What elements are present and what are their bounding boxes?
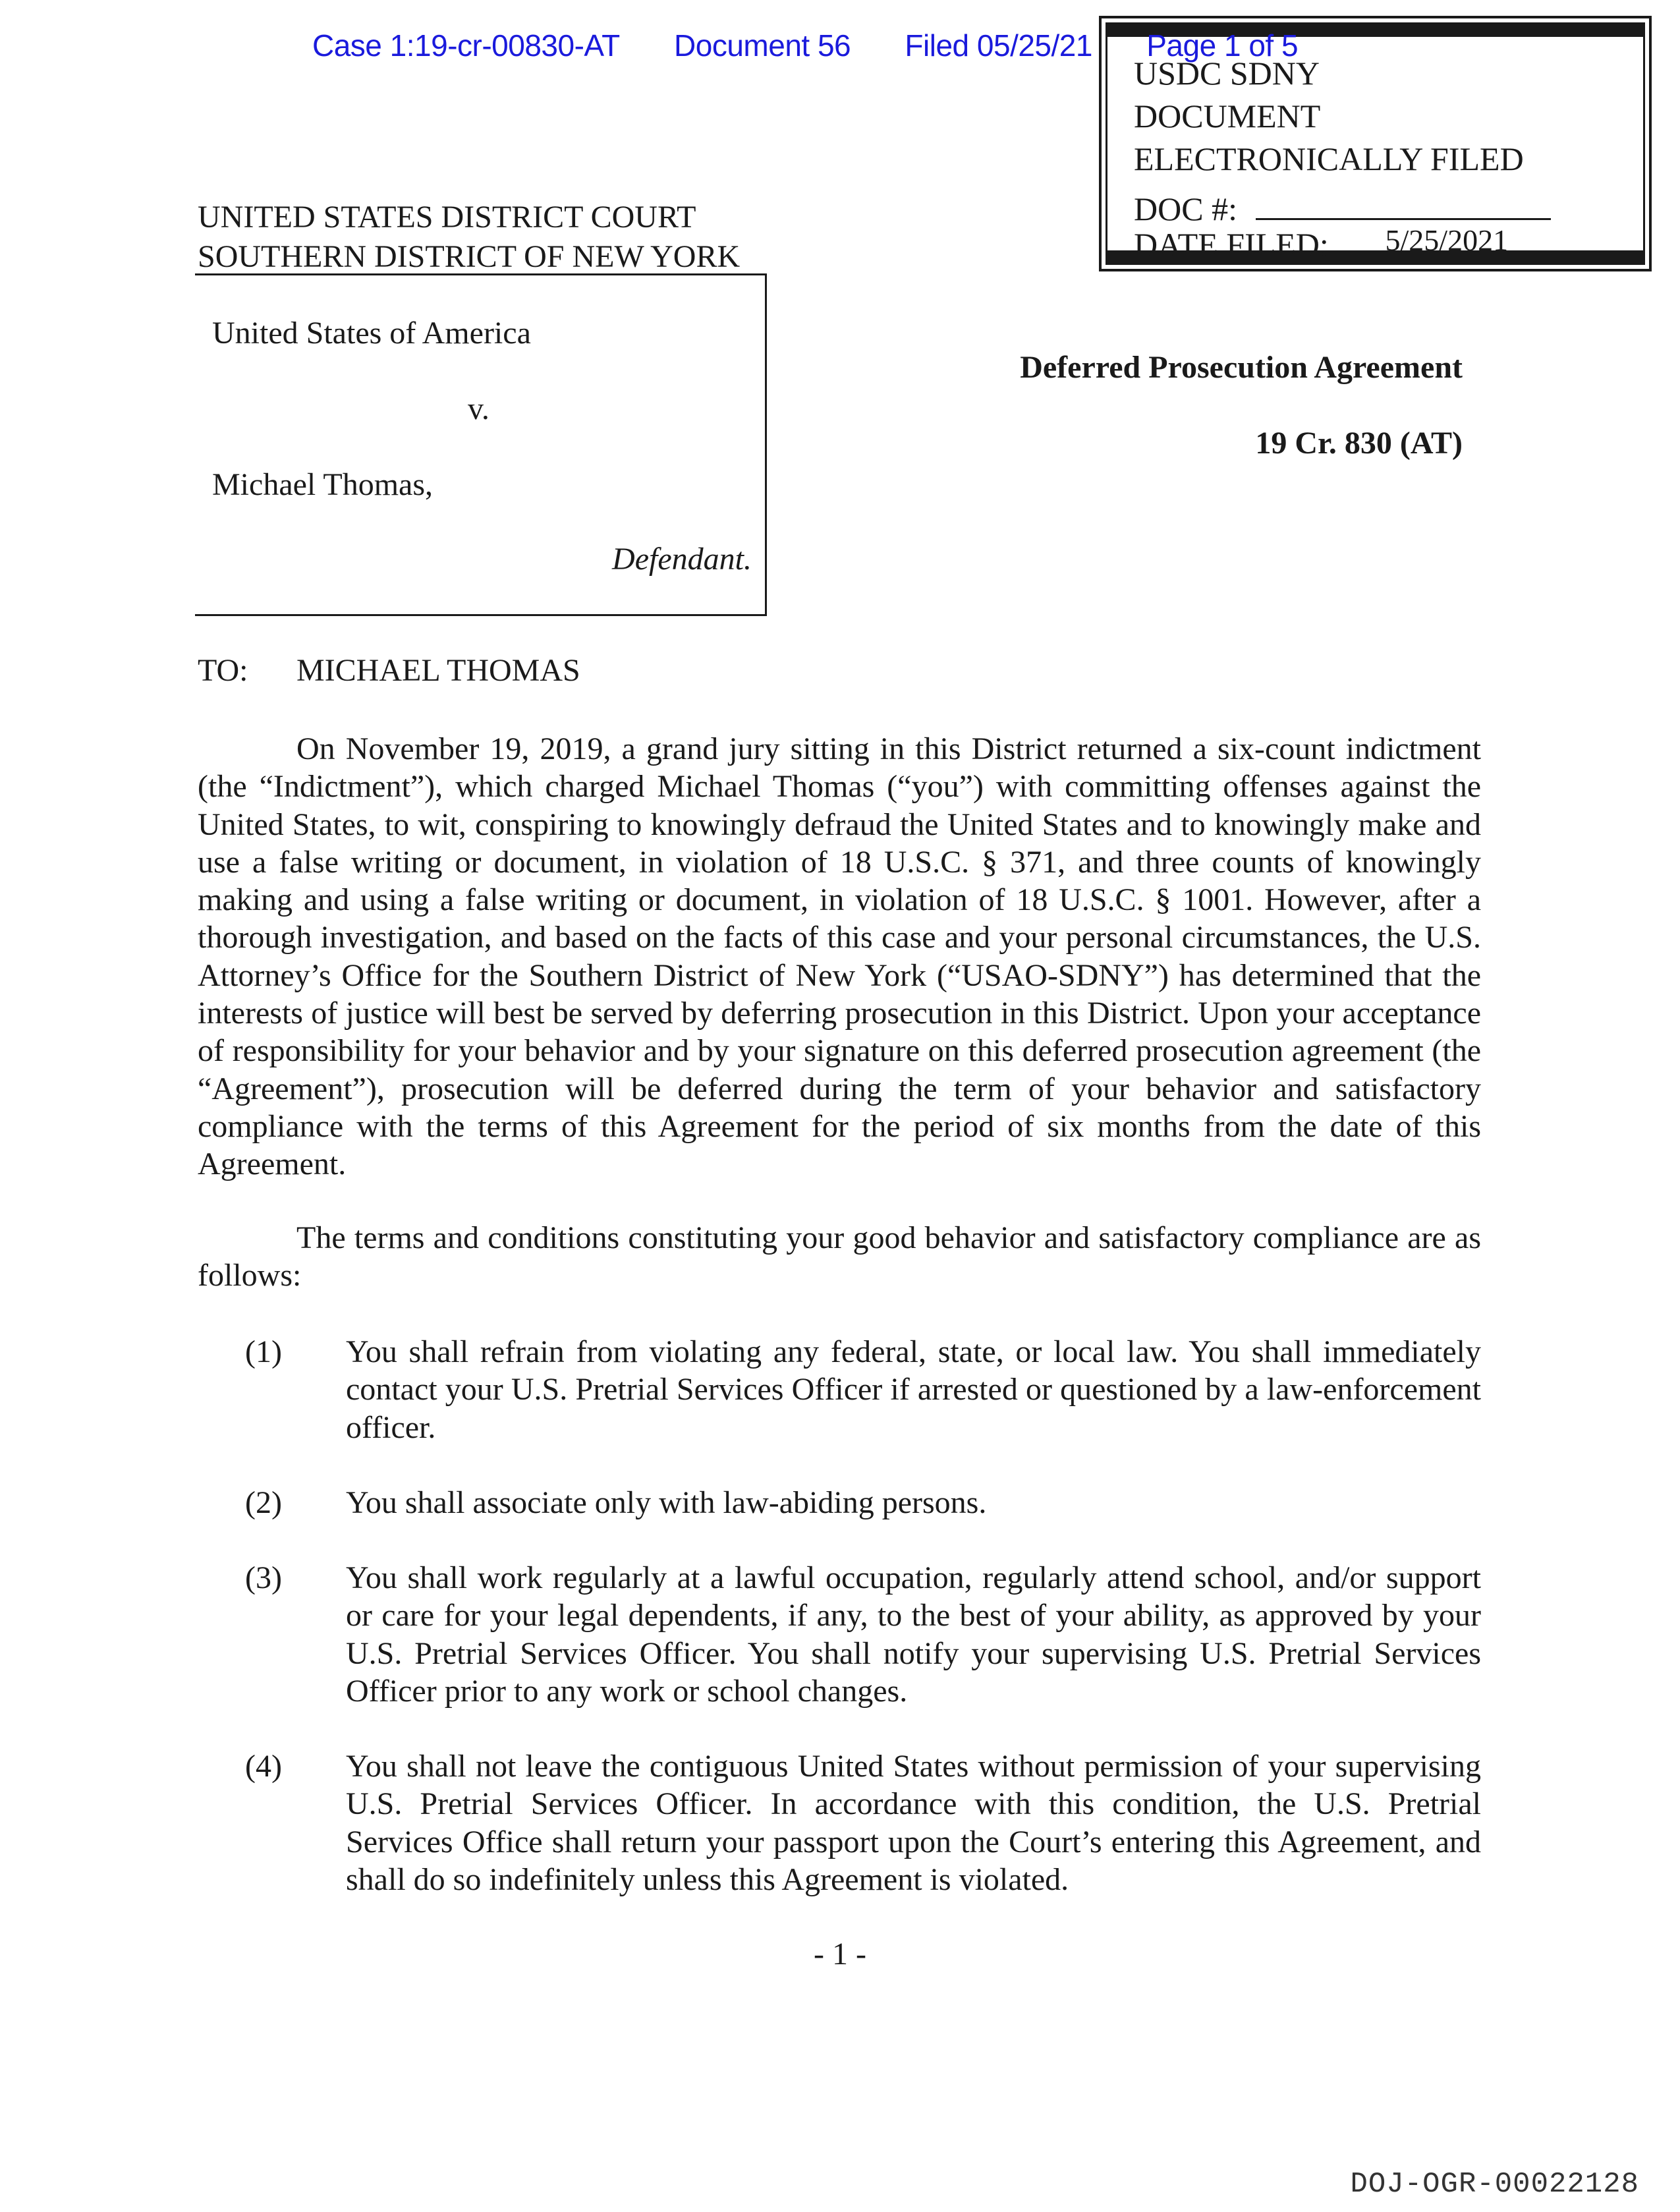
stamp-court: USDC SDNY [1134, 55, 1320, 92]
stamp-doc-value [1256, 185, 1551, 220]
caption-versus: v. [468, 391, 490, 426]
stamp-doc-label: DOC #: [1134, 190, 1237, 227]
court-name [198, 198, 740, 277]
stamp-doc-number-row [1134, 185, 1551, 225]
condition-text: You shall work regularly at a lawful occupation, regularly attend school, and/or support or care for your legal dependents, if any, to the best of your ability, as approved by your U.S. Pretrial Services Officer. You shall notify your supervising U.S. Pretrial Services Officer prior to any work or school changes. [346, 1560, 1481, 1709]
stamp-date-label: DATE FILED: [1134, 226, 1329, 263]
paragraph-intro: On November 19, 2019, a grand jury sitting in this District returned a six-count indictment (the “Indictment”), which charged Michael Thomas (“you”) with committing offenses against the United States, to wit, conspiring to knowingly defraud the United States and to knowingly make and use a false writing or document, in violation of 18 U.S.C. § 371, and three counts of knowingly making and using a false writing or document, in violation of 18 U.S.C. § 1001. However, after a thorough investigation, and based on the facts of this case and your personal circumstances, the U.S. Attorney’s Office for the Southern District of New York (“USAO-SDNY”) has determined that the interests of justice will best be served by deferring prosecution in this District. Upon your acceptance of responsibility for your behavior and by your signature on this deferred prosecution agreement (the “Agreement”), prosecution will be deferred during the term of your behavior and satisfactory compliance with the terms of this Agreement for the period of six months from the date of this Agreement. [198, 731, 1481, 1182]
ecf-case-number: Case 1:19-cr-00830-AT [312, 28, 620, 63]
document-title: Deferred Prosecution Agreement [1020, 350, 1463, 385]
addressee-name: MICHAEL THOMAS [296, 653, 580, 688]
caption-defendant-role: Defendant. [612, 542, 752, 577]
stamp-date-filed-row [1134, 223, 1555, 263]
stamp-date-value: 5/25/2021 [1338, 225, 1555, 258]
condition-number: (4) [245, 1749, 282, 1784]
case-caption [195, 273, 767, 616]
addressee-label: TO: [198, 653, 248, 688]
condition-text: You shall not leave the contiguous United States without permission of your supervising U.S. Pretrial Services Officer. In accordance with this condition, the U.S. Pretrial Services Office shall return your passport upon the Court’s entering this Agreement, and shall do so indefinitely unless this Agreement is violated. [346, 1749, 1481, 1897]
addressee-line [198, 652, 580, 689]
condition-item [245, 1333, 1481, 1446]
condition-number: (3) [245, 1560, 282, 1595]
caption-defendant: Michael Thomas, [212, 467, 434, 502]
stamp-electronically-filed: ELECTRONICALLY FILED [1134, 140, 1524, 177]
ecf-header [312, 28, 1298, 63]
condition-text: You shall associate only with law-abiding persons. [346, 1485, 987, 1520]
page-number: - 1 - [814, 1937, 866, 1971]
court-line-2: SOUTHERN DISTRICT OF NEW YORK [198, 239, 741, 274]
bates-number: DOJ-OGR-00022128 [1350, 2168, 1639, 2201]
ecf-page-count: Page 1 of 5 [1146, 28, 1299, 63]
stamp-document: DOCUMENT [1134, 98, 1321, 134]
condition-number: (1) [245, 1334, 282, 1369]
condition-item [245, 1484, 1481, 1521]
court-line-1: UNITED STATES DISTRICT COURT [198, 200, 696, 235]
condition-item [245, 1559, 1481, 1710]
condition-number: (2) [245, 1485, 282, 1520]
condition-item [245, 1747, 1481, 1898]
case-number: 19 Cr. 830 (AT) [1255, 426, 1463, 461]
caption-plaintiff: United States of America [212, 316, 531, 351]
paragraph-terms-lead: The terms and conditions constituting your good behavior and satisfactory compliance are as follows: [198, 1220, 1481, 1293]
ecf-filed-date: Filed 05/25/21 [905, 28, 1092, 63]
ecf-document-number: Document 56 [674, 28, 851, 63]
condition-text: You shall refrain from violating any federal, state, or local law. You shall immediately contact your U.S. Pretrial Services Officer if arrested or questioned by a law-enforcement officer. [346, 1334, 1481, 1445]
